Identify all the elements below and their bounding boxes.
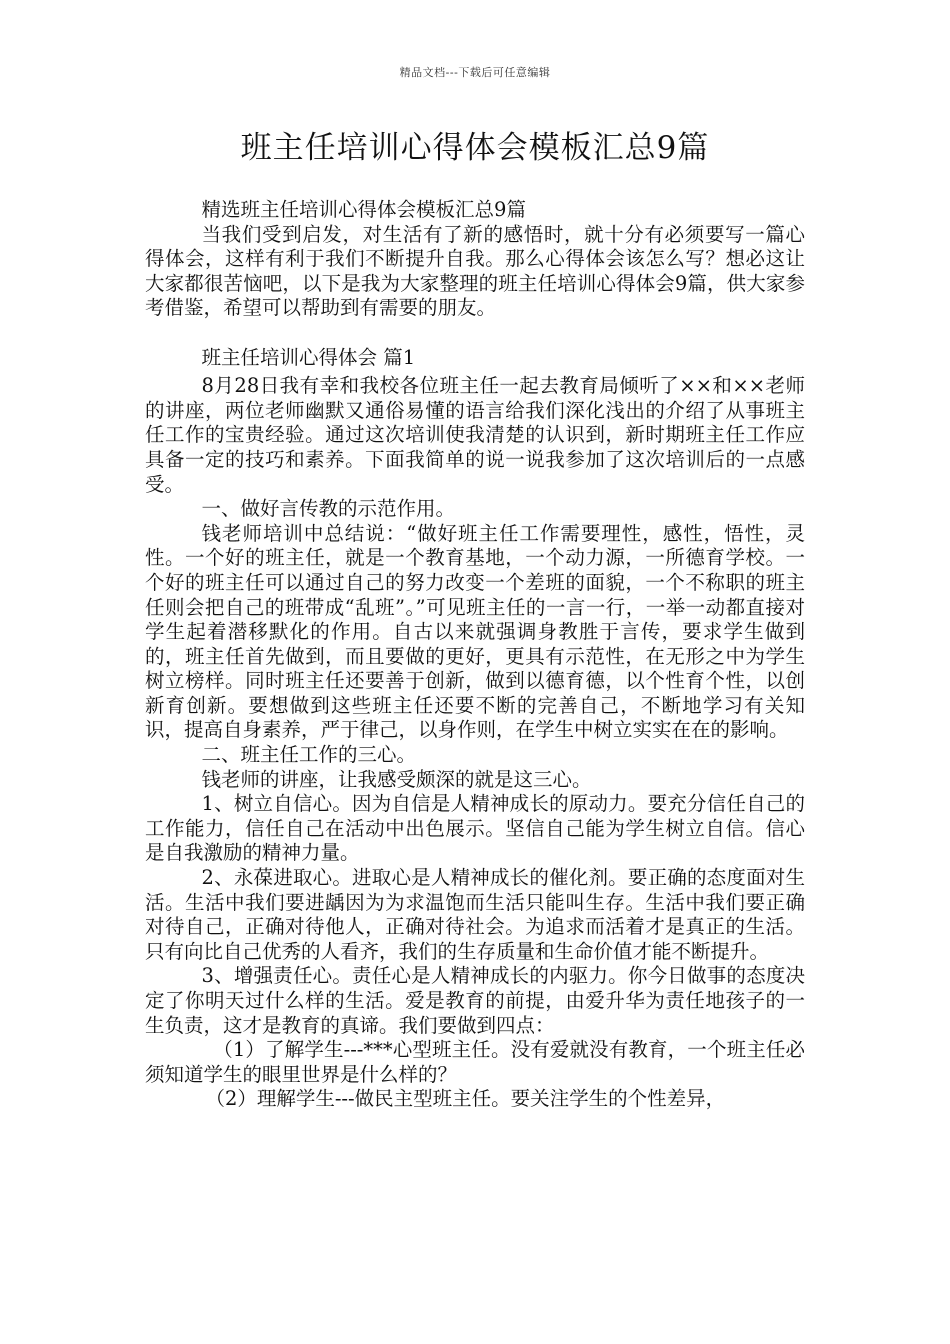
header-note: 精品文档---下载后可任意编辑 [399,66,551,79]
intro-paragraph: 当我们受到启发，对生活有了新的感悟时，就十分有必须要写一篇心得体会，这样有利于我们不断提升自我。那么心得体会该怎么写？想必这让大家都很苦恼吧，以下是我为大家整理的班主任培训心得体会9篇，供大家参考借鉴，希望可以帮助到有需要的朋友。 [145,222,805,320]
list-item-paragraph: 1、树立自信心。因为自信是人精神成长的原动力。要充分信任自己的工作能力，信任自己在活动中出色展示。坚信自己能为学生树立自信。信心是自我激励的精神力量。 [145,792,805,865]
subtitle-paragraph: 精选班主任培训心得体会模板汇总9篇 [201,198,526,221]
sub-item-paragraph: （2）理解学生---做民主型班主任。要关注学生的个性差异， [205,1087,726,1111]
document-body [145,198,805,1112]
body-paragraph: 8月28日我有幸和我校各位班主任一起去教育局倾听了××和××老师的讲座，两位老师幽默又通俗易懂的语言给我们深化浅出的介绍了从事班主任工作的宝贵经验。通过这次培训使我清楚的认识到，新时期班主任工作应具备一定的技巧和素养。下面我简单的说一说我参加了这次培训后的一点感受。 [145,374,805,496]
body-paragraph: 钱老师的讲座，让我感受颇深的就是这三心。 [201,767,592,791]
section-heading: 班主任培训心得体会 篇1 [201,345,416,369]
body-heading: 一、做好言传教的示范作用。 [201,497,456,521]
document-title: 班主任培训心得体会模板汇总9篇 [240,130,710,166]
list-item-paragraph: 2、永葆进取心。进取心是人精神成长的催化剂。要正确的态度面对生活。生活中我们要进龋因为为求温饱而生活只能叫生存。生活中我们要正确对待自己，正确对待他人，正确对待社会。为追求而活着才是真正的生活。只有向比自己优秀的人看齐，我们的生存质量和生命价值才能不断提升。 [145,866,805,963]
body-paragraph: 钱老师培训中总结说：“做好班主任工作需要理性，感性，悟性，灵性。一个好的班主任，就是一个教育基地，一个动力源，一所德育学校。一个好的班主任可以通过自己的努力改变一个差班的面貌，一个不称职的班主任则会把自己的班带成“乱班”。”可见班主任的一言一行，一举一动都直接对学生起着潜移默化的作用。自古以来就强调身教胜于言传，要求学生做到的，班主任首先做到，而且要做的更好，更具有示范性，在无形之中为学生树立榜样。同时班主任还要善于创新，做到以德育德，以个性育个性，以创新育创新。要想做到这些班主任还要不断的完善自己，不断地学习有关知识，提高自身素养，严于律己，以身作则，在学生中树立实实在在的影响。 [145,521,805,742]
sub-item-paragraph: （1）了解学生---***心型班主任。没有爱就没有教育，一个班主任必须知道学生的眼里世界是什么样的？ [145,1038,805,1086]
list-item-paragraph: 3、增强责任心。责任心是人精神成长的内驱力。你今日做事的态度决定了你明天过什么样的生活。爱是教育的前提，由爱升华为责任地孩子的一生负责，这才是教育的真谛。我们要做到四点： [145,964,805,1037]
body-heading: 二、班主任工作的三心。 [201,743,417,767]
